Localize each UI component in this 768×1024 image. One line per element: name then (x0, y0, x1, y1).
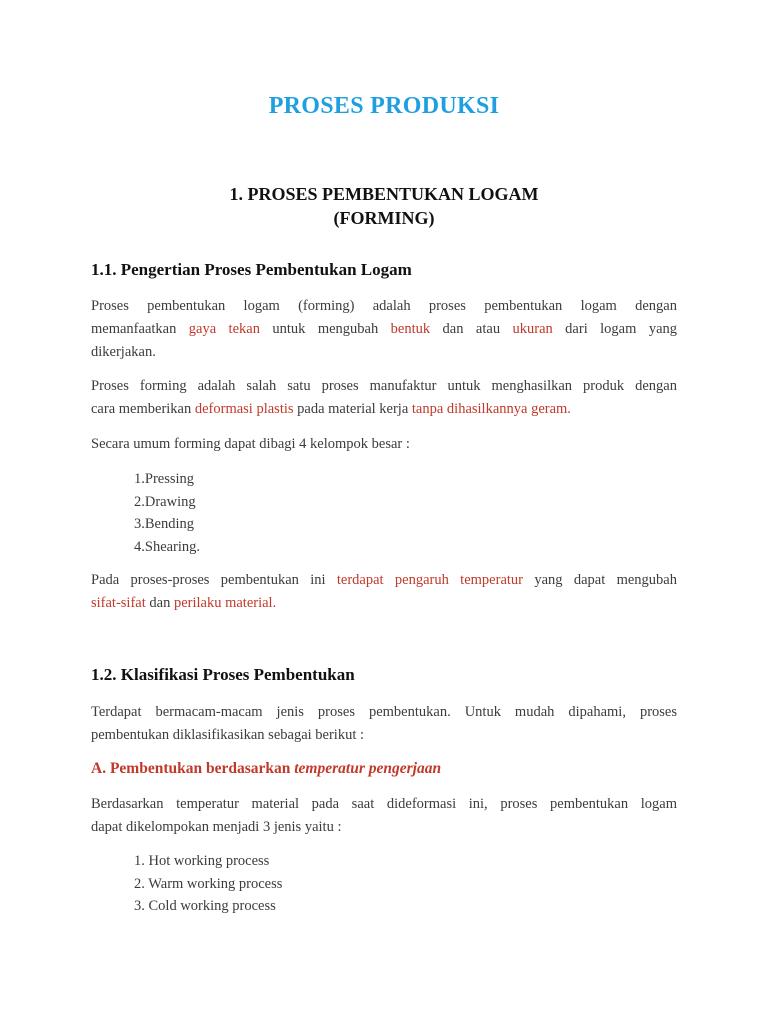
list-item: 3.Bending (134, 516, 195, 532)
working-process-list (134, 850, 282, 918)
paragraph-line: dikerjakan. (91, 344, 156, 360)
paragraph-classification-intro (91, 701, 677, 747)
paragraph-line: cara memberikan deformasi plastis pada material kerja tanpa dihasilkannya geram. (91, 401, 571, 417)
paragraph-line: Berdasarkan temperatur material pada saat dideformasi ini, proses pembentukan logam (91, 796, 677, 812)
paragraph-line: sifat-sifat dan perilaku material. (91, 595, 277, 611)
list-item: 3. Cold working process (134, 898, 276, 914)
paragraph-temperature-groups (91, 793, 677, 839)
highlight-term: tanpa dihasilkannya geram. (411, 401, 571, 417)
forming-groups-list (134, 468, 200, 558)
subsection-heading-1-2: 1.2. Klasifikasi Proses Pembentukan (91, 665, 355, 684)
paragraph-line: memanfaatkan gaya tekan untuk mengubah bentuk dan atau ukuran dari logam yang (91, 321, 677, 337)
paragraph-line: dapat dikelompokan menjadi 3 jenis yaitu : (91, 819, 342, 835)
highlight-term: perilaku material. (173, 595, 277, 611)
paragraph-line: Terdapat bermacam-macam jenis proses pembentukan. Untuk mudah dipahami, proses (91, 704, 677, 720)
highlight-term: terdapat pengaruh temperatur (336, 572, 523, 588)
paragraph-line: Proses forming adalah salah satu proses manufaktur untuk menghasilkan produk dengan (91, 378, 677, 394)
highlight-term: bentuk (390, 321, 431, 337)
highlight-term: deformasi plastis (194, 401, 294, 417)
list-item: 1.Pressing (134, 471, 195, 487)
paragraph-forming-process (91, 375, 677, 421)
section-heading-line-1: 1. PROSES PEMBENTUKAN LOGAM (229, 184, 539, 204)
list-item: 2. Warm working process (134, 875, 283, 892)
highlight-term: gaya tekan (188, 321, 260, 337)
paragraph-line: Proses pembentukan logam (forming) adalah proses pembentukan logam dengan (91, 298, 677, 314)
paragraph-line: Pada proses-proses pembentukan ini terdapat pengaruh temperatur yang dapat mengubah (91, 572, 677, 588)
paragraph-groups-intro: Secara umum forming dapat dibagi 4 kelompok besar : (91, 436, 410, 452)
highlight-term: ukuran (512, 321, 553, 337)
paragraph-definition (91, 295, 677, 364)
list-item: 1. Hot working process (134, 853, 270, 869)
subheading-a: A. Pembentukan berdasarkan temperatur pengerjaan (91, 760, 442, 777)
paragraph-line: pembentukan diklasifikasikan sebagai berikut : (91, 727, 365, 743)
highlight-term: sifat-sifat (91, 595, 146, 611)
paragraph-temperature-influence (91, 569, 677, 615)
subsection-heading-1-1: 1.1. Pengertian Proses Pembentukan Logam (91, 260, 412, 279)
section-heading-line-2: (FORMING) (333, 208, 435, 228)
list-item: 4.Shearing. (134, 538, 201, 555)
list-item: 2.Drawing (134, 493, 196, 510)
document-title: PROSES PRODUKSI (268, 93, 500, 119)
